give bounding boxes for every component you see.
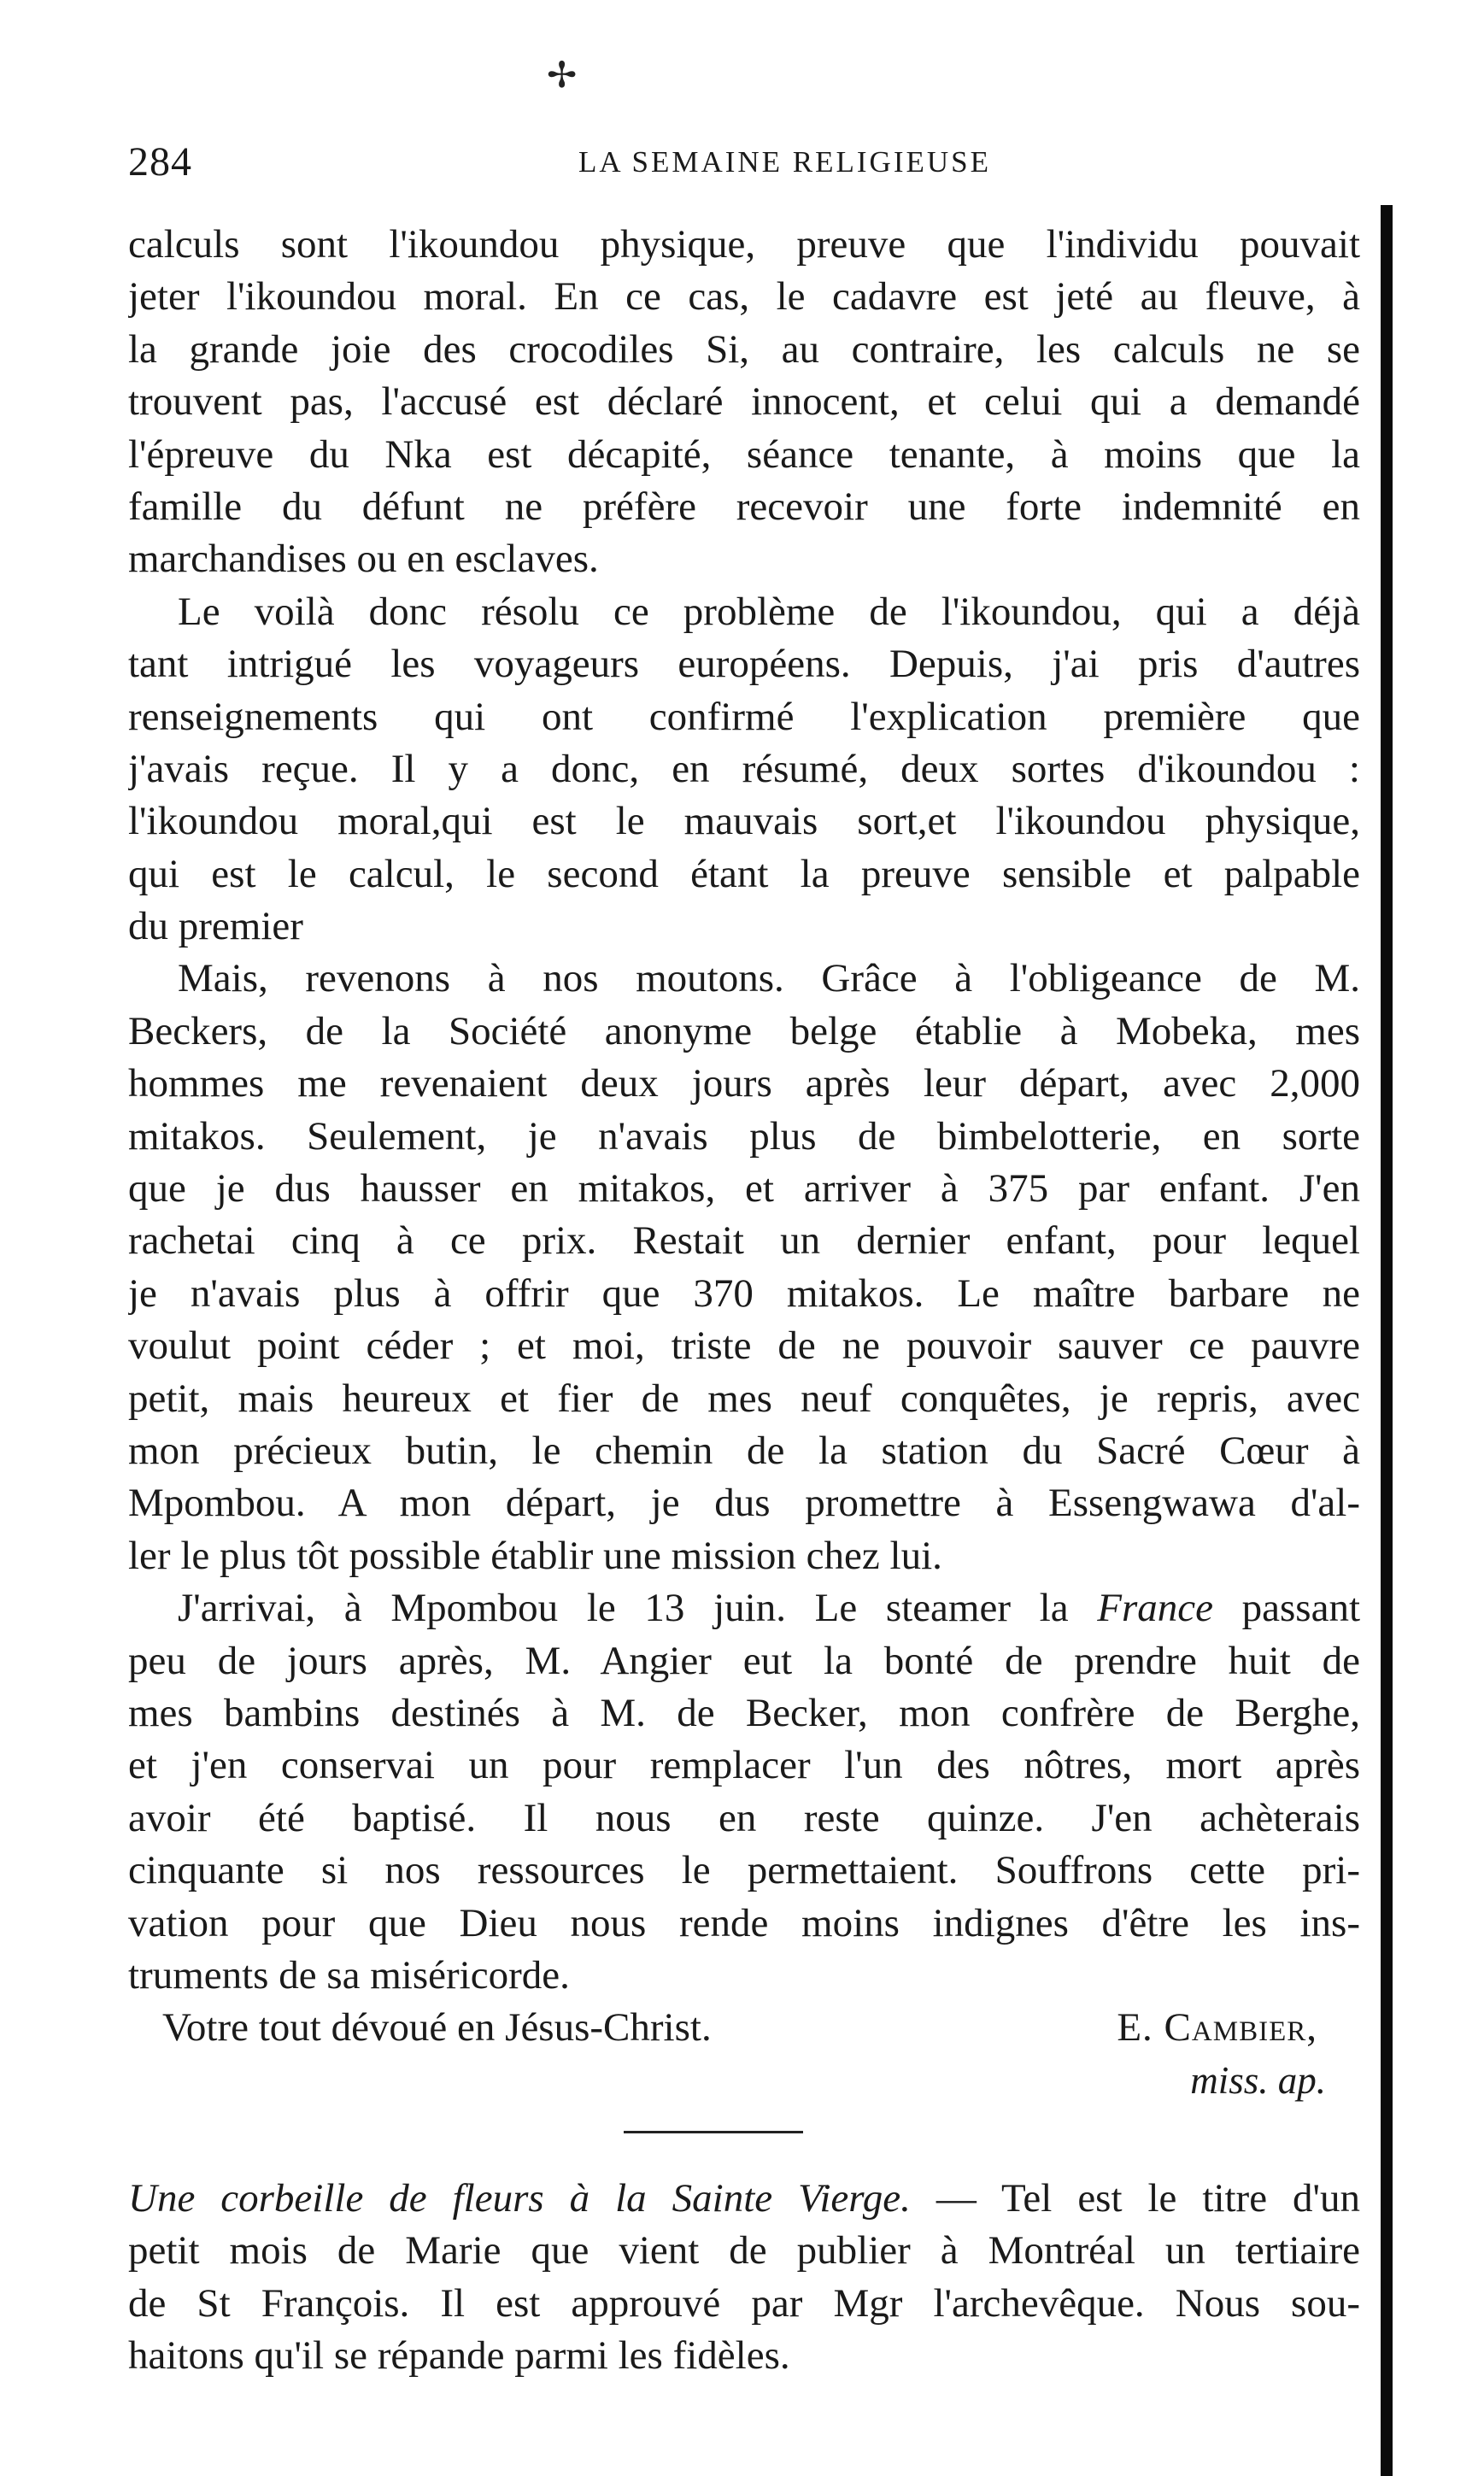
text-line: que je dus hausser en mitakos, et arriver à 375 par enfant. J'en [128,1166,1360,1212]
section-divider [624,2131,803,2133]
text-line: vation pour que Dieu nous rende moins indignes d'être les ins- [128,1900,1360,1945]
text-line: peu de jours après, M. Angier eut la bonté de prendre huit de [128,1638,1360,1683]
text-line: calculs sont l'ikoundou physique, preuve que l'individu pouvait [128,222,1360,267]
text-line: petit, mais heureux et fier de mes neuf conquêtes, je repris, avec [128,1376,1360,1421]
text-line: mon précieux butin, le chemin de la station du Sacré Cœur à [128,1428,1360,1473]
text-line: avoir été baptisé. Il nous en reste quinze. J'en achèterais [128,1795,1360,1840]
text-line: et j'en conservai un pour remplacer l'un des nôtres, mort après [128,1743,1360,1788]
paragraph-book-notice [128,2173,1360,2383]
text-segment: passant [1241,1586,1360,1631]
text-line: la grande joie des crocodiles Si, au contraire, les calculs ne se [128,326,1360,372]
text-line: marchandises ou en esclaves. [128,537,599,582]
text-line: ler le plus tôt possible établir une mission chez lui. [128,1533,942,1578]
text-line: rachetai cinq à ce prix. Restait un dernier enfant, pour lequel [128,1218,1360,1264]
text-line: du premier [128,904,303,949]
author-name: E. Cambier, [1117,2005,1317,2051]
running-header [128,137,1373,188]
text-line: tant intrigué les voyageurs européens. Depuis, j'ai pris d'autres [128,642,1360,687]
page-edge-bar [1381,205,1393,2476]
text-line [128,2173,1360,2225]
text-line: Mais, revenons à nos moutons. Grâce à l'obligeance de M. [178,956,1360,1001]
closing-formula: Votre tout dévoué en Jésus-Christ. [162,2005,712,2051]
page-number: 284 [128,139,192,185]
text-line: j'avais reçue. Il y a donc, en résumé, deux sortes d'ikoundou : [128,746,1360,791]
text-line: truments de sa miséricorde. [128,1952,570,1998]
text-line: hommes me revenaient deux jours après leur départ, avec 2,000 [128,1061,1360,1106]
text-line: l'ikoundou moral,qui est le mauvais sort,et l'ikoundou physique, [128,799,1360,844]
header-ornament: ✢ [547,56,578,96]
author-title: miss. ap. [1190,2058,1326,2102]
signature-block [128,2002,1360,2054]
paragraph-ikoundou-verdict [128,219,1360,586]
text-line: haitons qu'il se répande parmi les fidèles. [128,2333,790,2379]
paragraph-back-to-sheep [128,953,1360,1582]
running-title: LA SEMAINE RELIGIEUSE [578,145,991,179]
text-line: renseignements qui ont confirmé l'explication première que [128,694,1360,739]
text-line: l'épreuve du Nka est décapité, séance tenante, à moins que la [128,431,1360,477]
text-line: mes bambins destinés à M. de Becker, mon confrère de Berghe, [128,1690,1360,1735]
text-line: Mpombou. A mon départ, je dus promettre à Essengwawa d'al- [128,1481,1360,1526]
article-body [128,219,1360,2383]
text-line: mitakos. Seulement, je n'avais plus de bimbelotterie, en sorte [128,1113,1360,1159]
book-title: Une corbeille de fleurs à la Sainte Vierge. [128,2176,911,2221]
text-line: cinquante si nos ressources le permettaient. Souffrons cette pri- [128,1848,1360,1893]
text-line: jeter l'ikoundou moral. En ce cas, le cadavre est jeté au fleuve, à [128,274,1360,320]
text-line: voulut point céder ; et moi, triste de ne pouvoir sauver ce pauvre [128,1323,1360,1369]
text-line: je n'avais plus à offrir que 370 mitakos. Le maître barbare ne [128,1270,1360,1316]
text-segment: — Tel est le titre d'un [910,2176,1360,2221]
text-line: petit mois de Marie que vient de publier à Montréal un tertiaire [128,2228,1360,2274]
text-line: de St François. Il est approuvé par Mgr l'archevêque. Nous sou- [128,2280,1360,2326]
text-line: Le voilà donc résolu ce problème de l'ikoundou, qui a déjà [178,589,1360,634]
text-line: qui est le calcul, le second étant la preuve sensible et palpable [128,851,1360,896]
text-line: famille du défunt ne préfère recevoir une forte indemnité en [128,484,1360,529]
ship-name: France [1097,1586,1213,1631]
text-line: trouvent pas, l'accusé est déclaré innocent, et celui qui a demandé [128,379,1360,425]
paragraph-arrival-mpombou [128,1582,1360,2002]
text-line: Beckers, de la Société anonyme belge établie à Mobeka, mes [128,1008,1360,1053]
text-segment: J'arrivai, à Mpombou le 13 juin. Le steamer la [178,1586,1069,1631]
paragraph-problem-solved [128,586,1360,953]
text-line [128,1582,1360,1634]
